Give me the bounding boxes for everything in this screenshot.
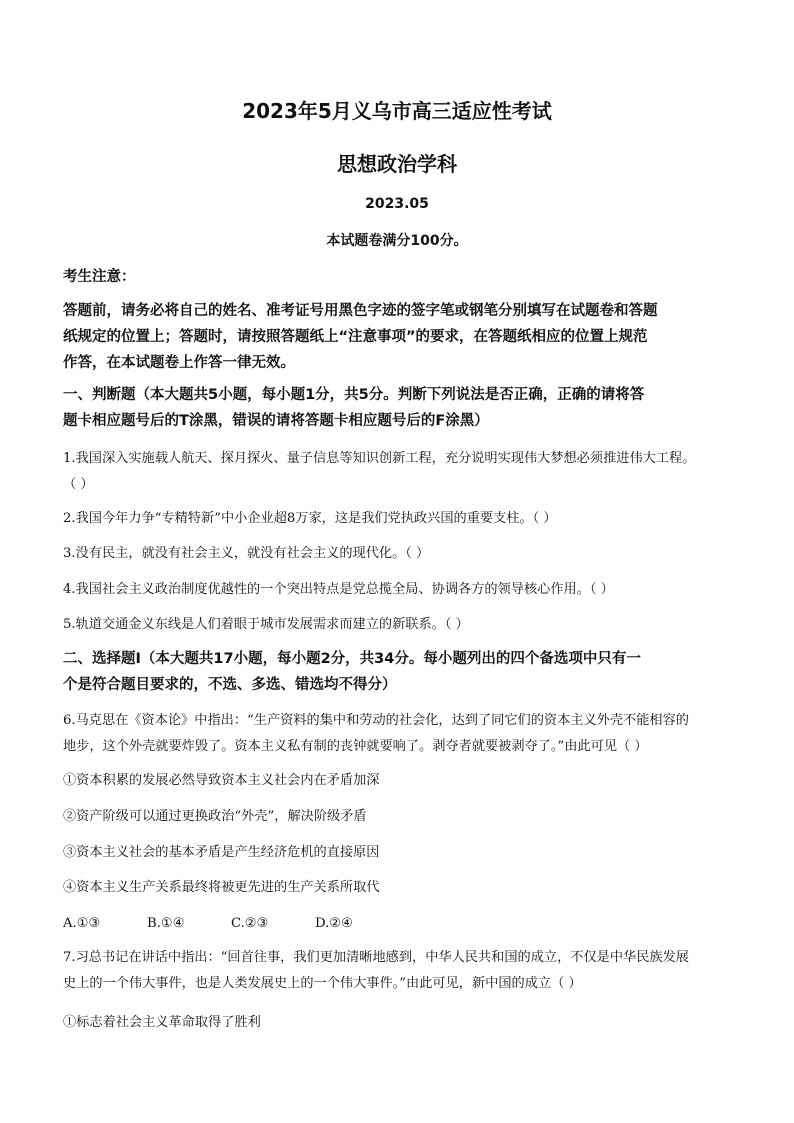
- question-line: 2.我国今年力争“专精特新”中小企业超8万家，这是我们党执政兴国的重要支柱。（ ）: [63, 511, 557, 526]
- section2-heading: [63, 646, 733, 698]
- choice-a: A.①③: [63, 916, 101, 931]
- question-line: 1.我国深入实施载人航天、探月探火、量子信息等知识创新工程，充分说明实现伟大梦想必须推进伟大工程。: [63, 451, 696, 466]
- q6-choices: [63, 911, 733, 937]
- question-line: 7.习总书记在讲话中指出：“回首往事，我们更加清晰地感到，中华人民共和国的成立，不仅是中华民族发展: [63, 950, 689, 965]
- question-line: 史上的一个伟大事件，也是人类发展史上的一个伟大事件。”由此可见，新中国的成立（ ）: [63, 976, 582, 991]
- exam-date: 2023.05: [365, 196, 429, 212]
- question-line: 4.我国社会主义政治制度优越性的一个突出特点是党总揽全局、协调各方的领导核心作用。（ ）: [63, 582, 614, 597]
- q7-option-1: ①标志着社会主义革命取得了胜利: [63, 1015, 261, 1030]
- section2-heading-line: 个是符合题目要求的，不选、多选、错选均不得分）: [63, 677, 397, 693]
- question-line: 6.马克思在《资本论》中指出：“生产资料的集中和劳动的社会化，达到了同它们的资本主义外壳不能相容的: [63, 713, 689, 728]
- notice-line: 作答，在本试题卷上作答一律无效。: [63, 355, 295, 371]
- choice-b: B.①④: [147, 916, 185, 931]
- q6-option-3: ③资本主义社会的基本矛盾是产生经济危机的直接原因: [63, 845, 380, 860]
- notice-line: 答题前，请务必将自己的姓名、准考证号用黑色字迹的签字笔或钢笔分别填写在试题卷和答题: [63, 303, 658, 319]
- score-note: 本试题卷满分100分。: [326, 233, 468, 249]
- q6-option-1: ①资本积累的发展必然导致资本主义社会内在矛盾加深: [63, 773, 380, 788]
- question-7-stem: [63, 945, 733, 997]
- question-2: [63, 506, 733, 532]
- notice-heading: 考生注意：: [63, 269, 136, 285]
- question-5: [63, 612, 733, 638]
- notice-line: 纸规定的位置上；答题时，请按照答题纸上“注意事项”的要求，在答题纸相应的位置上规范: [63, 329, 648, 345]
- question-line: （ ）: [63, 477, 94, 492]
- question-1: [63, 446, 733, 498]
- question-line: 地步，这个外壳就要炸毁了。资本主义私有制的丧钟就要响了。剥夺者就要被剥夺了。”由此可见（ ）: [63, 739, 648, 754]
- question-3: [63, 541, 733, 567]
- question-6-stem: [63, 708, 733, 760]
- section1-heading: [63, 382, 733, 434]
- q6-option-4: ④资本主义生产关系最终将被更先进的生产关系所取代: [63, 880, 380, 895]
- choice-c: C.②③: [231, 916, 269, 931]
- choice-d: D.②④: [315, 916, 353, 931]
- q6-option-2: ②资产阶级可以通过更换政治“外壳”，解决阶级矛盾: [63, 809, 367, 824]
- subject-title: 思想政治学科: [337, 152, 457, 176]
- question-line: 3.没有民主，就没有社会主义，就没有社会主义的现代化。（ ）: [63, 546, 430, 561]
- question-line: 5.轨道交通金义东线是人们着眼于城市发展需求而建立的新联系。（ ）: [63, 617, 469, 632]
- section1-heading-line: 题卡相应题号后的T涂黑，错误的请将答题卡相应题号后的F涂黑）: [63, 413, 489, 429]
- section1-heading-line: 一、判断题（本大题共5小题，每小题1分，共5分。判断下列说法是否正确，正确的请将答: [63, 387, 645, 403]
- section2-heading-line: 二、选择题Ⅰ（本大题共17小题，每小题2分，共34分。每小题列出的四个备选项中只有一: [63, 651, 641, 667]
- exam-title: 2023年5月义乌市高三适应性考试: [242, 99, 552, 123]
- notice-text: [63, 298, 733, 376]
- question-4: [63, 577, 733, 603]
